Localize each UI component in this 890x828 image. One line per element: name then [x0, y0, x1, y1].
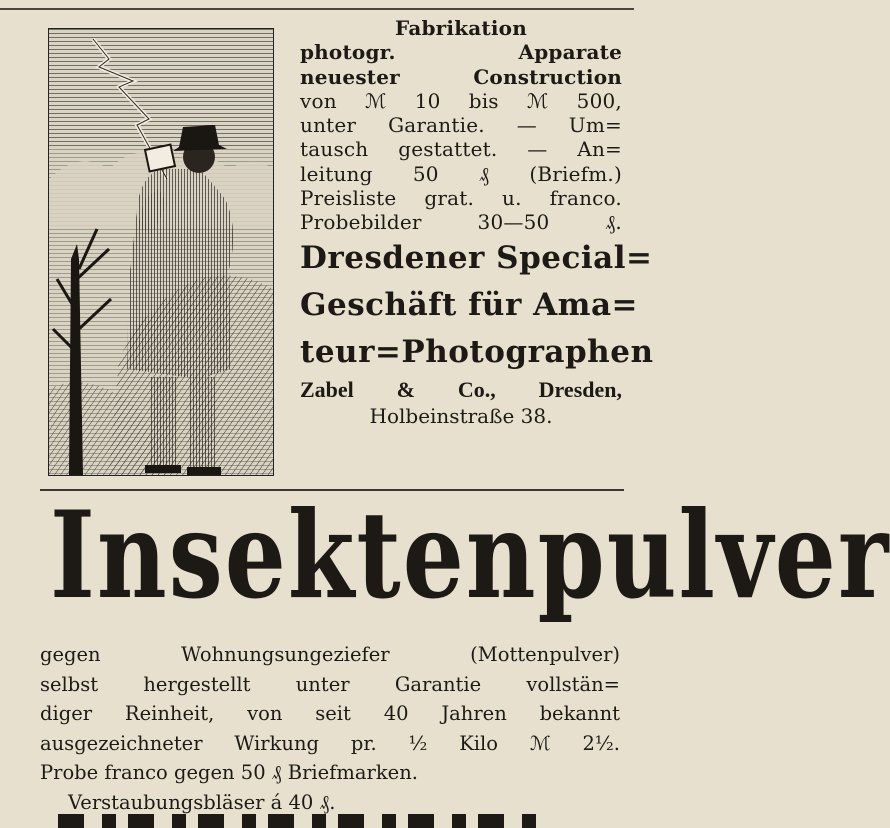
- insect-line: Verstaubungsbläser á 40 ₰.: [68, 790, 336, 814]
- insect-line: selbst hergestellt unter Garantie vollstän=: [40, 672, 620, 696]
- insect-powder-text: [40, 640, 620, 817]
- ad-line: leitung 50 ₰ (Briefm.): [300, 161, 622, 186]
- ad-heading: Fabrikation: [395, 16, 527, 40]
- shop-line: Geschäft für Ama=: [300, 286, 639, 323]
- shop-line: Dresdener Special=: [300, 239, 653, 276]
- photographer-illustration: [48, 28, 274, 476]
- shop-line: teur=Photographen: [300, 333, 654, 370]
- photographer-engraving: [49, 29, 273, 475]
- firm-address: Holbeinstraße 38.: [369, 403, 553, 428]
- ad-line: photogr. Apparate: [300, 40, 622, 65]
- camera-advertisement: [300, 16, 654, 428]
- ad-line: Probebilder 30—50 ₰.: [300, 210, 622, 235]
- ad-line: unter Garantie. — Um=: [300, 113, 622, 138]
- ad-line: neuester Construction: [300, 64, 622, 89]
- ad-line: tausch gestattet. — An=: [300, 137, 622, 162]
- insect-line: gegen Wohnungsungeziefer (Mottenpulver): [40, 643, 620, 666]
- ad-line: Preisliste grat. u. franco.: [300, 186, 622, 211]
- insect-powder-headline: Insektenpulver: [50, 484, 890, 626]
- insect-line: Probe franco gegen 50 ₰ Briefmarken.: [40, 761, 418, 784]
- insect-line: diger Reinheit, von seit 40 Jahren bekannt: [40, 702, 620, 725]
- cut-off-next-line: [58, 814, 538, 828]
- top-rule: [0, 8, 634, 10]
- insect-line: ausgezeichneter Wirkung pr. ½ Kilo ℳ 2½.: [40, 731, 620, 755]
- ad-line: von ℳ 10 bis ℳ 500,: [300, 88, 622, 113]
- firm-name: Zabel & Co., Dresden,: [300, 376, 622, 402]
